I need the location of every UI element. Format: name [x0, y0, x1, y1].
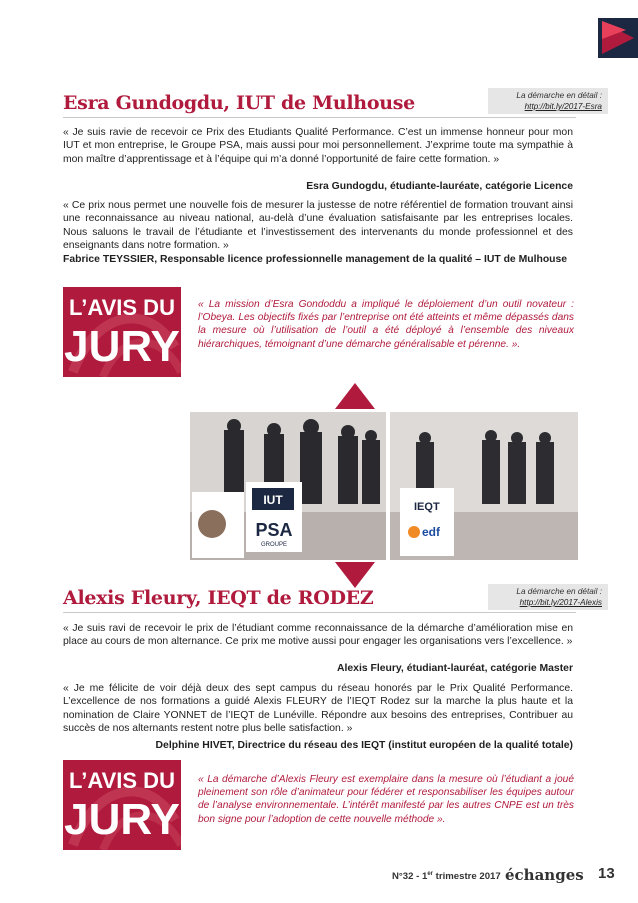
title-divider: [63, 612, 576, 613]
ieqt-logo-text: IEQT: [414, 501, 440, 513]
issue-text: N°32 - 1: [392, 871, 428, 883]
detail-link-esra[interactable]: http://bit.ly/2017-Esra: [524, 102, 602, 111]
issue-rest: trimestre 2017: [432, 871, 501, 883]
section-title-esra: Esra Gundogdu, IUT de Mulhouse: [63, 92, 415, 114]
corner-arrow-icon: [598, 18, 638, 58]
quote-teyssier: « Ce prix nous permet une nouvelle fois de mesurer la justesse de notre référentiel de formation trouvant ainsi une reconnaissance au niveau national, au-delà d’une évaluation satisfaisante par les entreprises locales. Nous saluons le travail de l’étudiante et l’investissement des intervenants du monde professionnel et des enseignants dans notre formation. »: [63, 200, 573, 252]
quote-alexis: « Je suis ravi de recevoir le prix de l’étudiant comme reconnaissance de la démarche d’amélioration mise en place au cours de mon alternance. Ce prix me motive aussi pour engager les organisations vers l’excellence. »: [63, 623, 573, 648]
signature-hivet: Delphine HIVET, Directrice du réseau des IEQT (institut européen de la qualité totale): [155, 740, 573, 751]
quote-hivet: « Je me félicite de voir déjà deux des sept campus du réseau honorés par le Prix Qualité Performance. L’excellence de nos formations a guidé Alexis FLEURY de l’IEQT Rodez sur la marche la plus haute et la nomination de Claire YONNET de l’IEQT de Lunéville. Répondre aux besoins des entreprises, Contribuer au succès de nos alternants restent notre plus belle satisfaction. »: [63, 683, 573, 735]
psa-logo-text: PSA: [255, 520, 293, 540]
title-divider: [63, 117, 576, 118]
section-title-alexis: Alexis Fleury, IEQT de RODEZ: [63, 587, 374, 609]
page-number: 13: [598, 865, 615, 882]
svg-text:L’AVIS DU: L’AVIS DU: [69, 295, 175, 320]
up-arrow-icon: [335, 383, 375, 409]
signature-alexis: Alexis Fleury, étudiant-lauréat, catégorie Master: [337, 663, 573, 674]
detail-box-alexis: [488, 584, 608, 610]
signature-teyssier: Fabrice TEYSSIER, Responsable licence professionnelle management de la qualité – IUT de Mulhouse: [63, 254, 568, 265]
jury-quote-esra: « La mission d’Esra Gondoddu a impliqué le déploiement d’un outil novateur : l’Obeya. Les objectifs fixés par l’entreprise ont été atteints et même dépassés dans la mesure où l’utilisation de l’outil a été déployé à l’ensemble des niveaux hiérarchiques, témoignant d’une démarche généralisable et pérenne. ».: [198, 299, 574, 350]
quote-esra: « Je suis ravie de recevoir ce Prix des Etudiants Qualité Performance. C’est un immense honneur pour mon IUT et mon entreprise, le Groupe PSA, mais aussi pour moi personnellement. J’exprime toute ma sympathie à mon maître d’apprentissage et à l’équipe qui m’a donné l’opportunité de faire cette formation. »: [63, 127, 573, 165]
svg-text:L’AVIS DU: L’AVIS DU: [69, 768, 175, 793]
photo-alexis-ceremony: [390, 412, 578, 560]
jury-quote-alexis: « La démarche d’Alexis Fleury est exemplaire dans la mesure où l’étudiant a joué pleinement son rôle d’animateur pour fédérer et responsabiliser les équipes autour de l’analyse environnementale. L’intérêt manifesté par les autres CNPE est un très bon signe pour l’adoption de cette nouvelle méthode ».: [198, 774, 574, 825]
detail-box-esra: [488, 88, 608, 114]
iut-logo-text: IUT: [263, 493, 283, 507]
magazine-brand: échanges: [505, 866, 584, 884]
jury-badge-logo: [63, 760, 181, 850]
svg-text:JURY: JURY: [64, 322, 180, 371]
down-arrow-icon: [335, 562, 375, 588]
issue-number: [392, 871, 501, 882]
issue-sup: er: [427, 871, 433, 877]
signature-esra: Esra Gundogdu, étudiante-lauréate, catégorie Licence: [306, 181, 573, 192]
psa-logo-sub: GROUPE: [260, 542, 288, 548]
photo-esra-ceremony: [190, 412, 386, 560]
jury-badge-logo: [63, 287, 181, 377]
detail-label: La démarche en détail :: [516, 91, 602, 100]
edf-logo-text: edf: [422, 525, 440, 539]
svg-text:JURY: JURY: [64, 795, 180, 844]
detail-link-alexis[interactable]: http://bit.ly/2017-Alexis: [519, 598, 602, 607]
detail-label: La démarche en détail :: [516, 587, 602, 596]
